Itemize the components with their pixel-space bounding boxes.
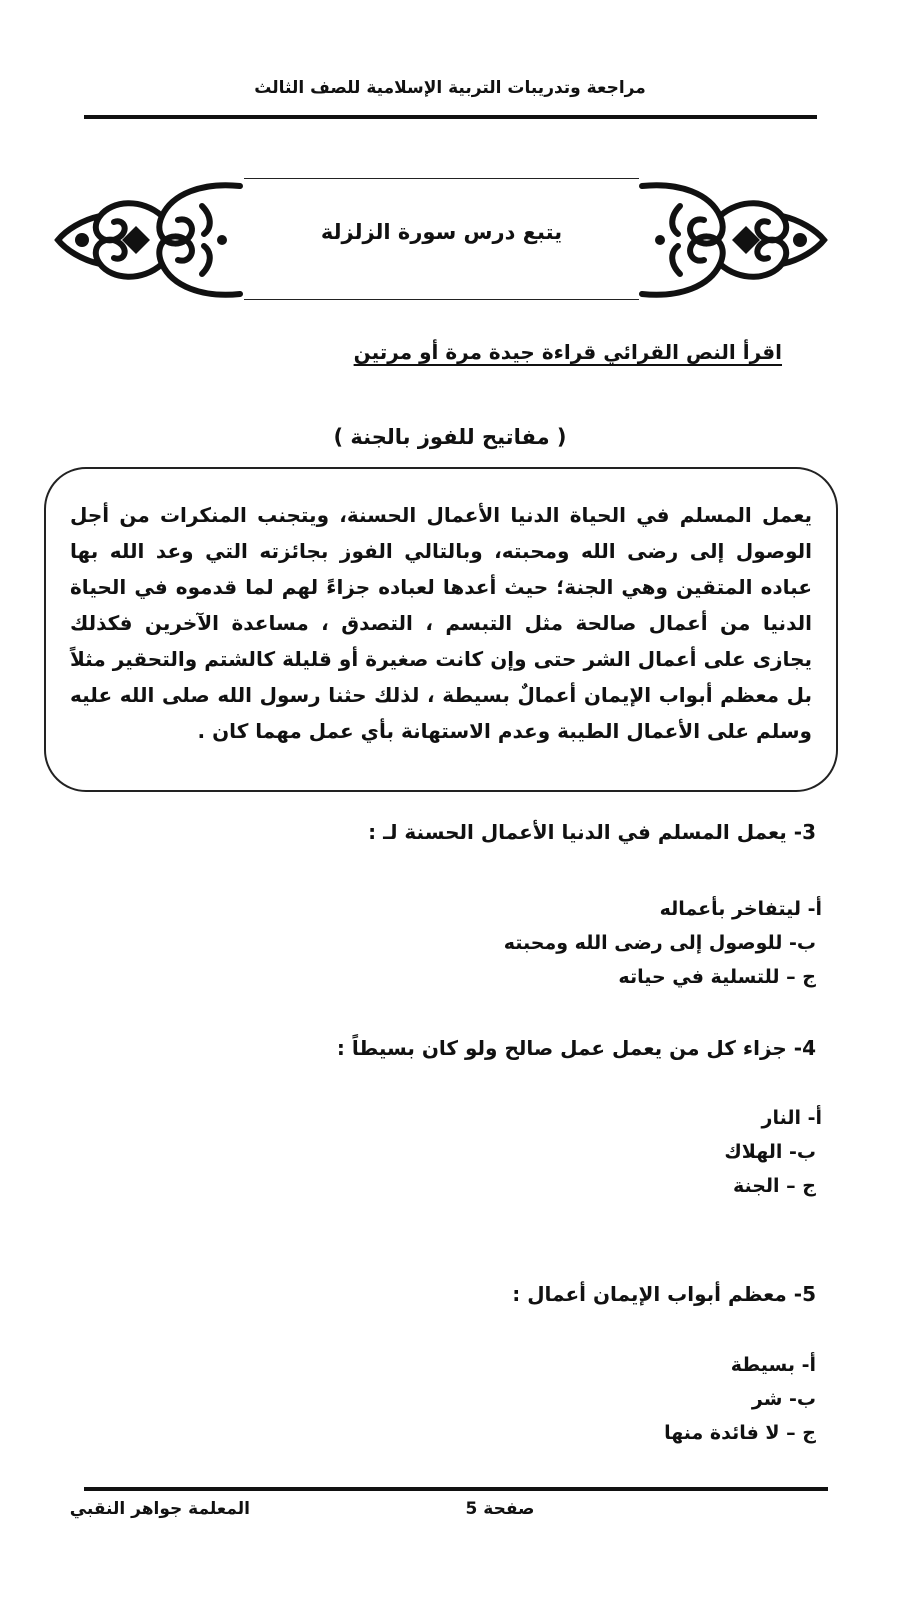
header-divider	[84, 115, 817, 119]
option-item: ب- شر	[751, 1388, 816, 1410]
lesson-title: يتبع درس سورة الزلزلة	[320, 220, 563, 244]
reading-instruction: اقرأ النص القرائي قراءة جيدة مرة أو مرتين	[353, 340, 782, 364]
option-item: أ- ليتفاخر بأعماله	[659, 898, 822, 920]
arabesque-ornament-left-icon	[52, 176, 244, 304]
arabesque-ornament-right-icon	[638, 176, 830, 304]
question-5: 5- معظم أبواب الإيمان أعمال :	[512, 1282, 816, 1306]
question-5-options	[664, 1348, 816, 1450]
teacher-name: المعلمة جواهر النقبي	[69, 1499, 250, 1519]
lesson-banner	[52, 176, 830, 304]
option-item: ج – لا فائدة منها	[664, 1422, 816, 1444]
page-number: صفحة 5	[465, 1499, 535, 1519]
option-item: ج – الجنة	[732, 1175, 816, 1197]
footer-divider	[84, 1487, 828, 1491]
header-title: مراجعة وتدريبات التربية الإسلامية للصف الثالث	[254, 78, 646, 98]
question-4: 4- جزاء كل من يعمل عمل صالح ولو كان بسيطاً :	[336, 1036, 816, 1060]
question-3: 3- يعمل المسلم في الدنيا الأعمال الحسنة لـ :	[368, 820, 816, 844]
option-item: أ- النار	[761, 1107, 822, 1129]
option-item: ب- الهلاك	[724, 1141, 816, 1163]
reading-passage: يعمل المسلم في الحياة الدنيا الأعمال الحسنة، ويتجنب المنكرات من أجل الوصول إلى رضى الله ومحبته، وبالتالي الفوز بجائزته التي وعد الله بها عباده المتقين وهي الجنة؛ حيث أعدها لعباده جزاءً لهم لما قدموه في الحياة الدنيا من أعمال صالحة مثل التبسم ، التصدق ، مساعدة الآخرين فكذلك يجازى على أعمال الشر حتى وإن كانت صغيرة أو قليلة كالشتم والتحقير مثلاً بل معظم أبواب الإيمان أعمالٌ بسيطة ، لذلك حثنا رسول الله صلى الله عليه وسلم على الأعمال الطيبة وعدم الاستهانة بأي عمل مهما كان .	[70, 503, 812, 743]
question-3-options	[503, 892, 822, 994]
question-4-options	[724, 1101, 822, 1203]
passage-title: ( مفاتيح للفوز بالجنة )	[333, 425, 567, 449]
option-item: ج – للتسلية في حياته	[618, 966, 816, 988]
option-item: ب- للوصول إلى رضى الله ومحبته	[503, 932, 816, 954]
option-item: أ- بسيطة	[730, 1354, 816, 1376]
